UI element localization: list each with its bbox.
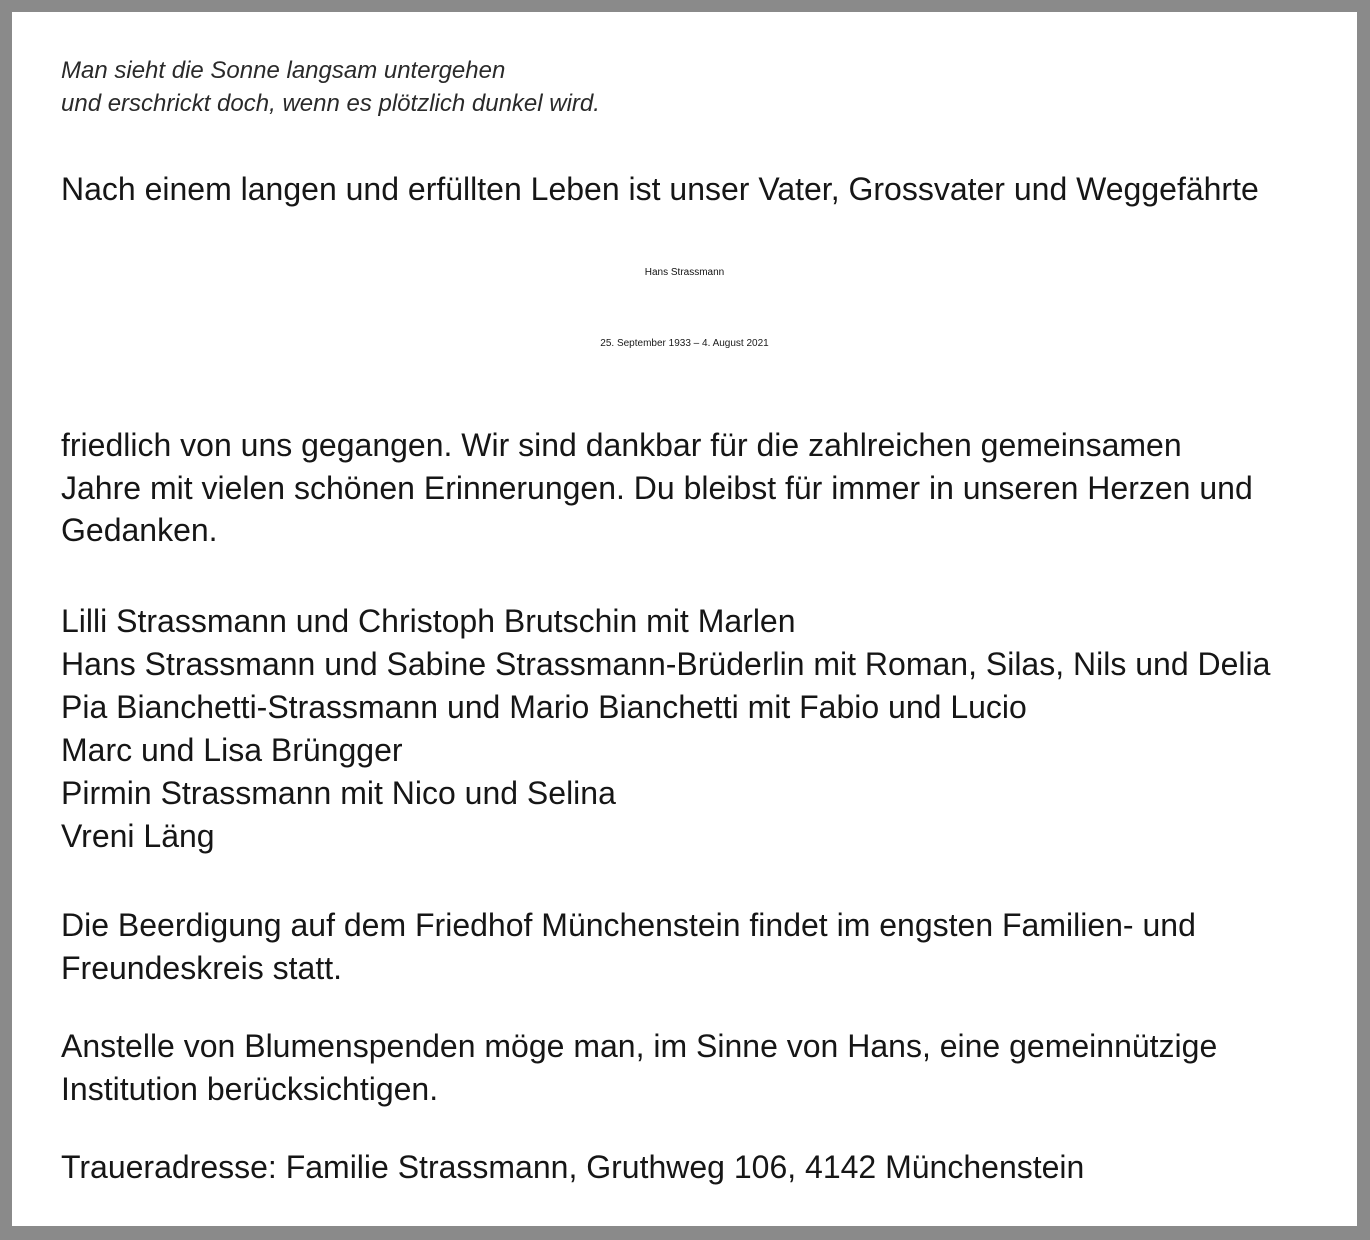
message-line: friedlich von uns gegangen. Wir sind dankbar für die zahlreichen gemeinsamen xyxy=(61,427,1182,463)
donation-line: Anstelle von Blumenspenden möge man, im Sinne von Hans, eine gemeinnützige xyxy=(61,1028,1218,1064)
mourner-item: Pirmin Strassmann mit Nico und Selina xyxy=(61,775,616,811)
intro-text: Nach einem langen und erfüllten Leben ist unser Vater, Grossvater und Weggefährte xyxy=(61,171,1259,207)
funeral-line: Die Beerdigung auf dem Friedhof Münchenstein findet im engsten Familien- und xyxy=(61,907,1196,943)
deceased-name: Hans Strassmann xyxy=(644,267,725,278)
mourner-item: Lilli Strassmann und Christoph Brutschin mit Marlen xyxy=(61,603,796,639)
mourner-item: Hans Strassmann und Sabine Strassmann-Brüderlin mit Roman, Silas, Nils und Delia xyxy=(61,646,1271,682)
motto-line-1: Man sieht die Sonne langsam untergehen xyxy=(61,57,506,84)
mourner-item: Marc und Lisa Brüngger xyxy=(61,732,403,768)
mourning-address: Traueradresse: Familie Strassmann, Gruthweg 106, 4142 Münchenstein xyxy=(61,1149,1085,1185)
life-dates: 25. September 1933 – 4. August 2021 xyxy=(600,338,769,349)
mourner-item: Pia Bianchetti-Strassmann und Mario Bianchetti mit Fabio und Lucio xyxy=(61,689,1027,725)
motto-line-2: und erschrickt doch, wenn es plötzlich dunkel wird. xyxy=(61,90,600,117)
message-line: Jahre mit vielen schönen Erinnerungen. Du bleibst für immer in unseren Herzen und xyxy=(61,470,1253,506)
obituary-notice xyxy=(12,12,1357,1226)
funeral-line: Freundeskreis statt. xyxy=(61,950,342,986)
donation-line: Institution berücksichtigen. xyxy=(61,1071,439,1107)
message-line: Gedanken. xyxy=(61,512,218,548)
mourner-item: Vreni Läng xyxy=(61,818,215,854)
